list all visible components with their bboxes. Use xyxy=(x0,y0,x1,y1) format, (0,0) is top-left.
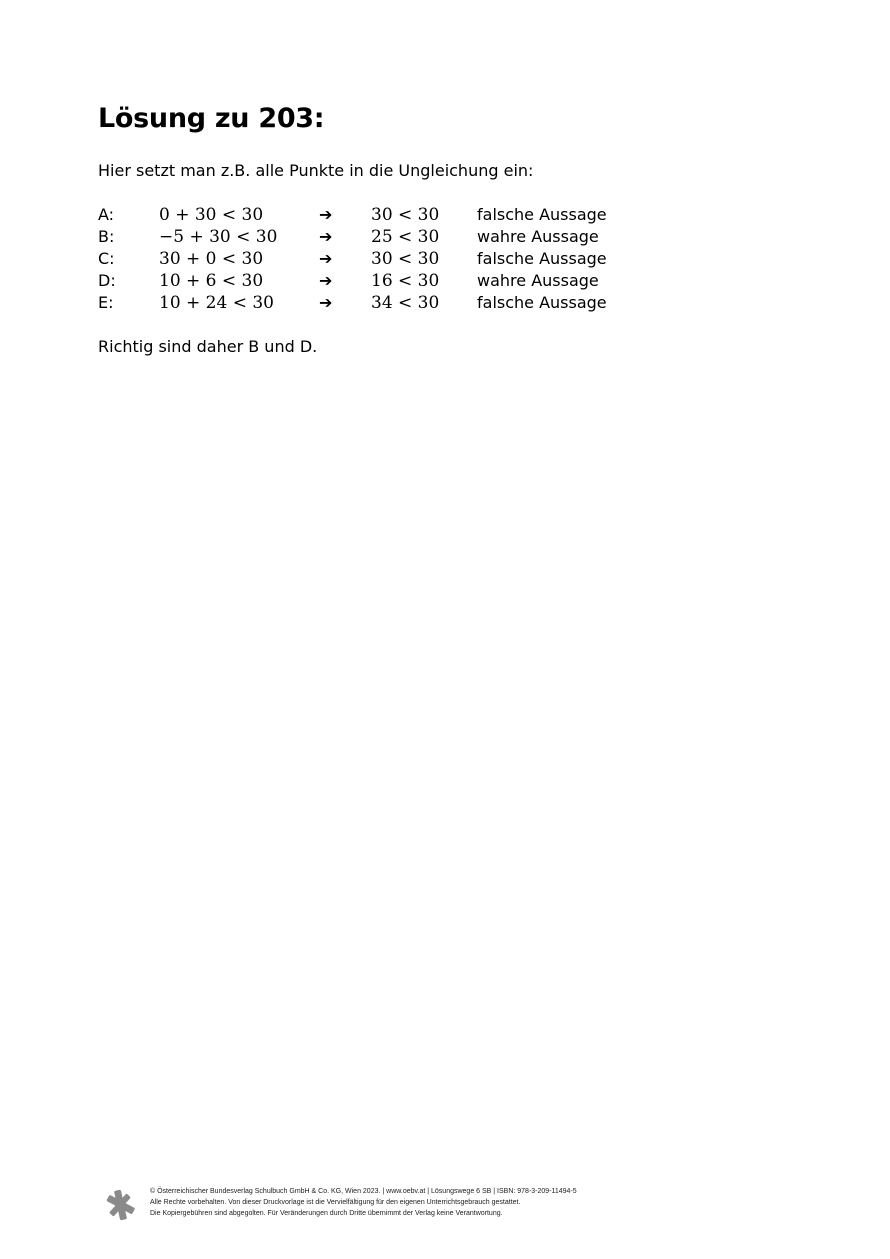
solution-row-e xyxy=(98,292,658,314)
row-label: C: xyxy=(98,249,115,268)
row-result: 34 < 30 xyxy=(371,293,440,313)
row-label: B: xyxy=(98,227,115,246)
row-equation: 0 + 30 < 30 xyxy=(159,205,264,225)
arrow-right-icon: ➔ xyxy=(319,271,333,290)
solution-table xyxy=(98,204,658,314)
row-statement: falsche Aussage xyxy=(477,249,607,268)
intro-text: Hier setzt man z.B. alle Punkte in die Ungleichung ein: xyxy=(98,161,534,180)
arrow-right-icon: ➔ xyxy=(319,249,333,268)
row-label: E: xyxy=(98,293,114,312)
solution-row-b xyxy=(98,226,658,248)
copyright-footer xyxy=(104,1186,664,1226)
solution-row-a xyxy=(98,204,658,226)
conclusion-text: Richtig sind daher B und D. xyxy=(98,337,318,356)
row-result: 30 < 30 xyxy=(371,249,440,269)
copyright-text xyxy=(150,1186,577,1219)
oebv-asterisk-logo-icon xyxy=(104,1188,136,1222)
row-statement: wahre Aussage xyxy=(477,227,599,246)
page-title: Lösung zu 203: xyxy=(98,103,325,134)
row-equation: 10 + 24 < 30 xyxy=(159,293,274,313)
row-label: D: xyxy=(98,271,116,290)
copyright-line-2: Alle Rechte vorbehalten. Von dieser Druckvorlage ist die Vervielfältigung für den eigenen Unterrichtsgebrauch gestattet. xyxy=(150,1199,521,1206)
row-equation: 10 + 6 < 30 xyxy=(159,271,264,291)
arrow-right-icon: ➔ xyxy=(319,293,333,312)
solution-row-d xyxy=(98,270,658,292)
arrow-right-icon: ➔ xyxy=(319,227,333,246)
copyright-line-3: Die Kopiergebühren sind abgegolten. Für Veränderungen durch Dritte übernimmt der Verlag keine Verantwortung. xyxy=(150,1210,503,1217)
row-result: 30 < 30 xyxy=(371,205,440,225)
row-statement: wahre Aussage xyxy=(477,271,599,290)
row-equation: −5 + 30 < 30 xyxy=(159,227,278,247)
row-equation: 30 + 0 < 30 xyxy=(159,249,264,269)
row-statement: falsche Aussage xyxy=(477,205,607,224)
arrow-right-icon: ➔ xyxy=(319,205,333,224)
row-statement: falsche Aussage xyxy=(477,293,607,312)
row-label: A: xyxy=(98,205,115,224)
solution-row-c xyxy=(98,248,658,270)
row-result: 25 < 30 xyxy=(371,227,440,247)
copyright-line-1: © Österreichischer Bundesverlag Schulbuch GmbH & Co. KG, Wien 2023. | www.oebv.at | Lösungswege 6 SB | ISBN: 978-3-209-11494-5 xyxy=(150,1188,577,1195)
row-result: 16 < 30 xyxy=(371,271,440,291)
